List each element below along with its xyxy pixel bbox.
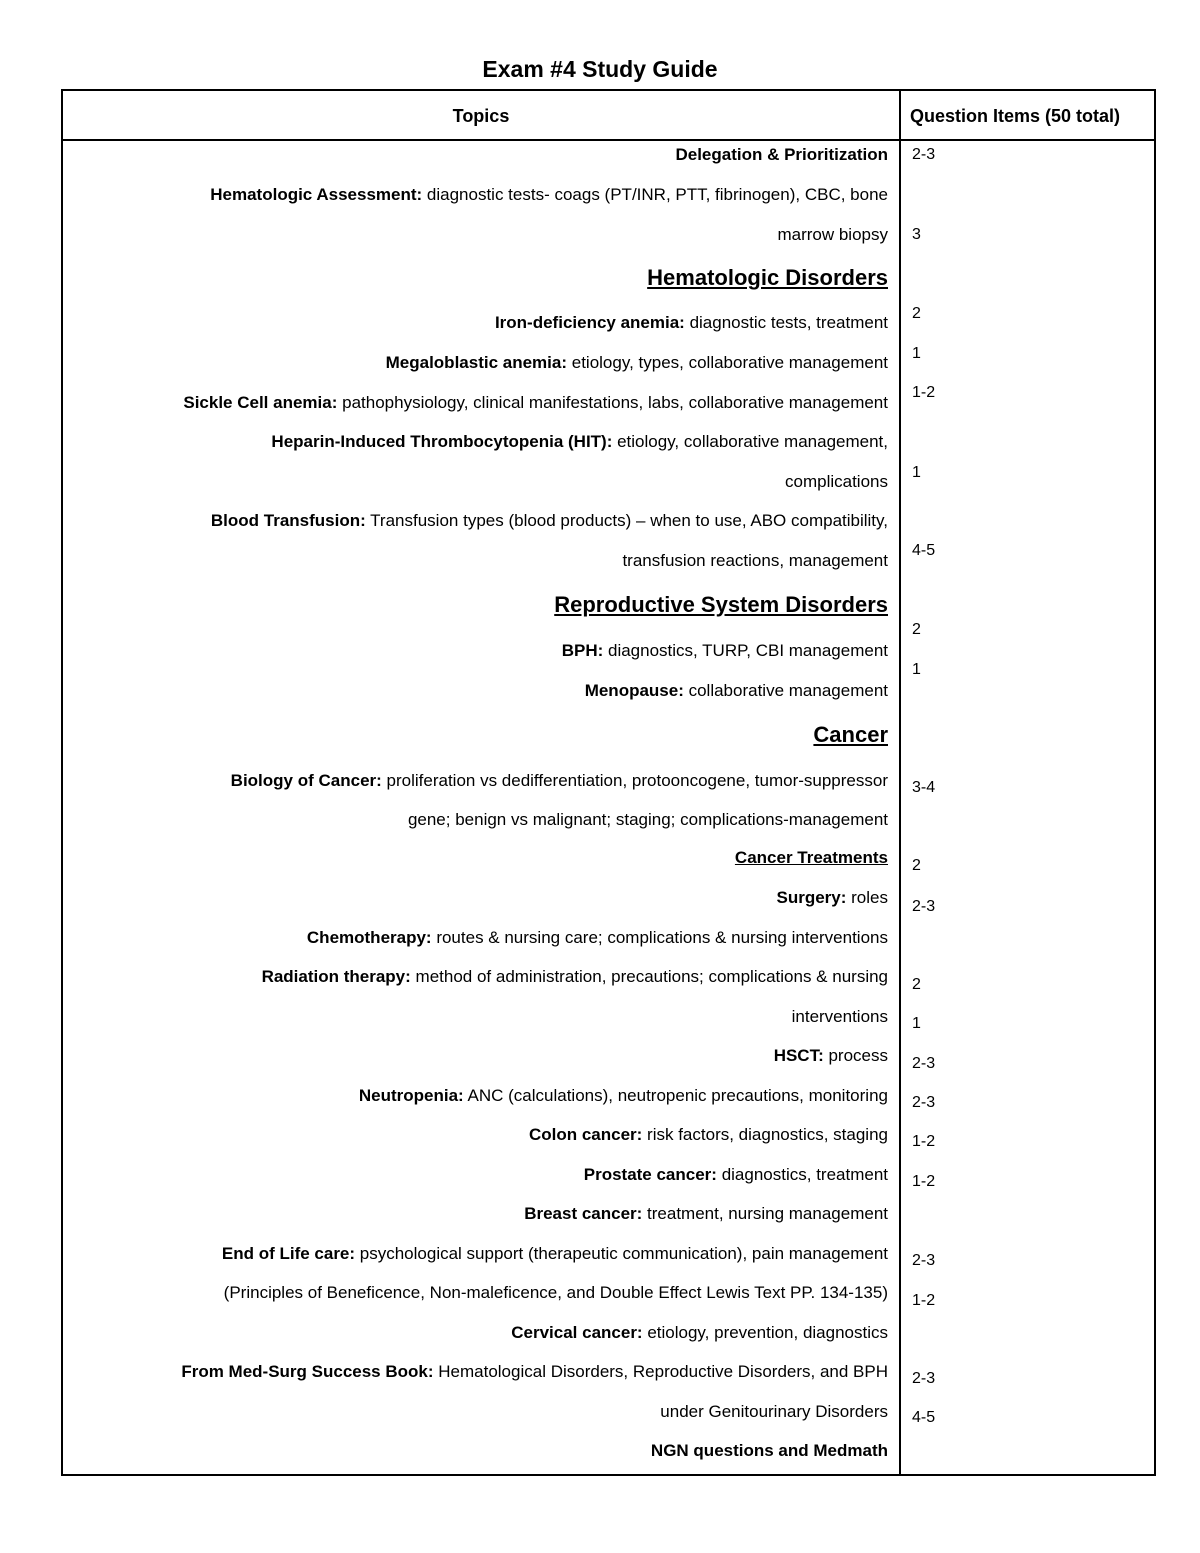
section-heading-hematologic: Hematologic Disorders	[647, 265, 888, 290]
question-count: 4-5	[912, 542, 936, 559]
topic-line: Megaloblastic anemia: etiology, types, collaborative management	[385, 353, 888, 372]
document-title: Exam #4 Study Guide	[482, 56, 718, 82]
question-count: 2-3	[912, 1252, 936, 1269]
topic-line: Sickle Cell anemia: pathophysiology, clinical manifestations, labs, collaborative management	[183, 393, 888, 412]
topic-line: Breast cancer: treatment, nursing management	[524, 1204, 888, 1223]
question-count: 2-3	[912, 1370, 936, 1387]
topic-line: End of Life care: psychological support (therapeutic communication), pain management	[221, 1244, 888, 1263]
question-count: 2	[912, 976, 921, 993]
question-count: 1	[912, 464, 921, 481]
question-count: 2-3	[912, 898, 936, 915]
topic-line: under Genitourinary Disorders	[660, 1402, 888, 1421]
question-count: 1-2	[912, 1292, 936, 1309]
topic-line: Neutropenia: ANC (calculations), neutropenic precautions, monitoring	[358, 1086, 888, 1105]
topic-line: transfusion reactions, management	[622, 551, 888, 570]
topic-line: (Principles of Beneficence, Non-maleficence, and Double Effect Lewis Text PP. 134-135)	[223, 1283, 888, 1302]
question-count: 2	[912, 857, 921, 874]
topic-line: Colon cancer: risk factors, diagnostics, staging	[528, 1125, 888, 1144]
topic-line: gene; benign vs malignant; staging; complications-management	[407, 810, 888, 829]
subsection-heading-cancer-treatments: Cancer Treatments	[734, 848, 888, 867]
topic-line: Chemotherapy: routes & nursing care; complications & nursing interventions	[306, 928, 888, 947]
topic-line: Surgery: roles	[776, 888, 888, 907]
topic-line: Hematologic Assessment: diagnostic tests- coags (PT/INR, PTT, fibrinogen), CBC, bone	[210, 185, 888, 204]
topic-line: complications	[785, 472, 888, 491]
topic-line: interventions	[791, 1007, 888, 1026]
question-items-header: Question Items (50 total)	[910, 106, 1121, 126]
topic-line: Delegation & Prioritization	[675, 145, 888, 164]
question-count: 1	[912, 1015, 921, 1032]
topic-line: Blood Transfusion: Transfusion types (blood products) – when to use, ABO compatibility,	[210, 511, 888, 530]
question-count: 1-2	[912, 1133, 936, 1150]
question-count: 1	[912, 661, 921, 678]
topic-line: Cervical cancer: etiology, prevention, diagnostics	[511, 1323, 888, 1342]
question-count: 2-3	[912, 1055, 936, 1072]
topic-line: BPH: diagnostics, TURP, CBI management	[561, 641, 888, 660]
question-count: 2-3	[912, 146, 936, 163]
topic-line: HSCT: process	[773, 1046, 888, 1065]
question-count: 4-5	[912, 1409, 936, 1426]
topic-line: Prostate cancer: diagnostics, treatment	[583, 1165, 888, 1184]
question-count: 3	[912, 226, 921, 243]
header-divider	[61, 139, 1156, 141]
topic-line: Heparin-Induced Thrombocytopenia (HIT): etiology, collaborative management,	[271, 432, 888, 451]
topic-line: Menopause: collaborative management	[584, 681, 888, 700]
question-count: 1	[912, 345, 921, 362]
topic-line: marrow biopsy	[777, 225, 888, 244]
question-count: 3-4	[912, 779, 936, 796]
question-count: 1-2	[912, 1173, 936, 1190]
question-count: 2	[912, 621, 921, 638]
topic-line: From Med-Surg Success Book: Hematological Disorders, Reproductive Disorders, and BPH	[181, 1362, 888, 1381]
topic-line: NGN questions and Medmath	[650, 1441, 888, 1460]
topics-header: Topics	[452, 106, 510, 126]
section-heading-cancer: Cancer	[813, 722, 888, 747]
column-divider	[899, 89, 901, 1476]
question-count: 1-2	[912, 384, 936, 401]
question-count: 2-3	[912, 1094, 936, 1111]
topic-line: Iron-deficiency anemia: diagnostic tests, treatment	[494, 313, 888, 332]
topic-line: Radiation therapy: method of administration, precautions; complications & nursing	[261, 967, 888, 986]
topic-line: Biology of Cancer: proliferation vs dedifferentiation, protooncogene, tumor-suppressor	[230, 771, 888, 790]
question-count: 2	[912, 305, 921, 322]
section-heading-reproductive: Reproductive System Disorders	[554, 592, 888, 617]
